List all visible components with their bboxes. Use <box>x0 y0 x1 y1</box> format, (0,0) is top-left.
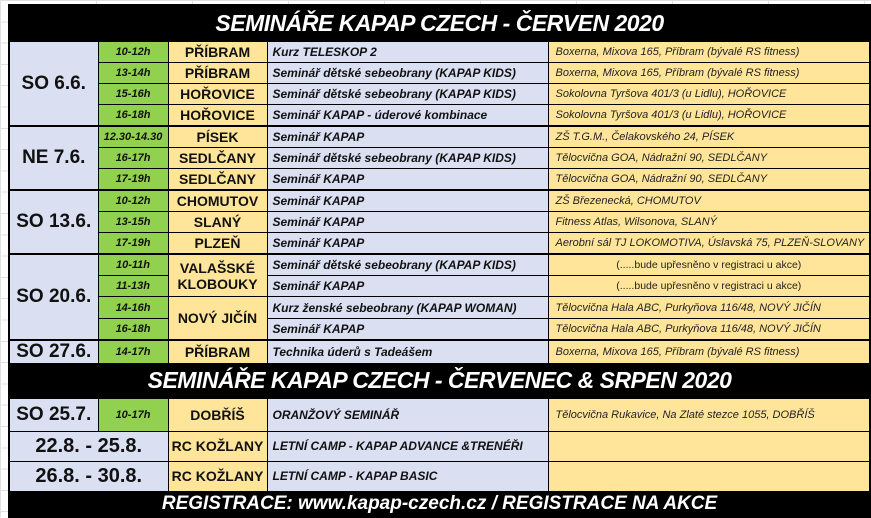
event-cell: Seminář KAPAP <box>267 318 548 339</box>
venue-cell: Aerobní sál TJ LOKOMOTIVA, Úslavská 75, PLZEŇ-SLOVANY <box>548 233 870 254</box>
city-cell: CHOMUTOV <box>168 190 267 211</box>
date-cell: NE 7.6. <box>9 126 98 190</box>
event-cell: Seminář dětské sebeobrany (KAPAP KIDS) <box>267 148 548 169</box>
event-cell: Seminář KAPAP - úderové kombinace <box>267 105 548 126</box>
event-cell: Kurz TELESKOP 2 <box>267 41 548 62</box>
event-cell: LETNÍ CAMP - KAPAP ADVANCE &TRENÉŘI <box>267 431 548 461</box>
date-cell: SO 25.7. <box>9 398 98 431</box>
date-cell: SO 6.6. <box>9 41 98 126</box>
city-cell: RC KOŽLANY <box>168 461 267 491</box>
venue-cell <box>548 431 870 461</box>
table-row <box>9 190 870 211</box>
registration-footer: REGISTRACE: www.kapap-czech.cz / REGISTRACE NA AKCE <box>9 491 870 517</box>
date-cell: 22.8. - 25.8. <box>9 431 168 461</box>
table-row <box>9 318 870 339</box>
table-row <box>9 148 870 169</box>
table-row <box>9 84 870 105</box>
event-cell: LETNÍ CAMP - KAPAP BASIC <box>267 461 548 491</box>
event-cell: Kurz ženské sebeobrany (KAPAP WOMAN) <box>267 297 548 318</box>
venue-cell: Sokolovna Tyršova 401/3 (u Lidlu), HOŘOVICE <box>548 105 870 126</box>
venue-cell: Tělocvična GOA, Nádražní 90, SEDLČANY <box>548 148 870 169</box>
city-cell: SLANÝ <box>168 212 267 233</box>
city-cell: HOŘOVICE <box>168 84 267 105</box>
time-cell: 16-18h <box>98 318 168 339</box>
table-row <box>9 105 870 126</box>
venue-cell: (.....bude upřesněno v registraci u akce) <box>548 276 870 297</box>
time-cell: 16-17h <box>98 148 168 169</box>
city-cell: NOVÝ JIČÍN <box>168 297 267 340</box>
header-row-summer <box>9 363 870 398</box>
summer-title: SEMINÁŘE KAPAP CZECH - ČERVENEC & SRPEN 2020 <box>9 363 870 398</box>
table-row <box>9 62 870 83</box>
venue-cell: ZŠ Březenecká, CHOMUTOV <box>548 190 870 211</box>
table-row <box>9 340 870 364</box>
time-cell: 15-16h <box>98 84 168 105</box>
table-row <box>9 169 870 190</box>
time-cell: 10-11h <box>98 254 168 275</box>
date-cell: SO 20.6. <box>9 254 98 339</box>
time-cell: 10-17h <box>98 398 168 431</box>
table-row <box>9 254 870 275</box>
venue-cell: Sokolovna Tyršova 401/3 (u Lidlu), HOŘOVICE <box>548 84 870 105</box>
city-cell: PŘÍBRAM <box>168 62 267 83</box>
event-cell: Seminář dětské sebeobrany (KAPAP KIDS) <box>267 254 548 275</box>
event-cell: Technika úderů s Tadeášem <box>267 340 548 364</box>
date-cell: 26.8. - 30.8. <box>9 461 168 491</box>
event-cell: Seminář dětské sebeobrany (KAPAP KIDS) <box>267 84 548 105</box>
venue-cell: Boxerna, Mixova 165, Příbram (bývalé RS fitness) <box>548 62 870 83</box>
event-cell: Seminář KAPAP <box>267 126 548 147</box>
venue-cell: Fitness Atlas, Wilsonova, SLANÝ <box>548 212 870 233</box>
header-row-june <box>9 5 870 41</box>
venue-cell: Boxerna, Mixova 165, Příbram (bývalé RS fitness) <box>548 340 870 364</box>
venue-cell: Tělocvična Hala ABC, Purkyňova 116/48, NOVÝ JIČÍN <box>548 318 870 339</box>
time-cell: 13-15h <box>98 212 168 233</box>
time-cell: 17-19h <box>98 233 168 254</box>
city-cell: VALAŠSKÉ KLOBOUKY <box>168 254 267 297</box>
time-cell: 12.30-14.30 <box>98 126 168 147</box>
venue-cell: Boxerna, Mixova 165, Příbram (bývalé RS fitness) <box>548 41 870 62</box>
event-cell: Seminář KAPAP <box>267 212 548 233</box>
spreadsheet-area <box>8 4 871 518</box>
city-cell: PÍSEK <box>168 126 267 147</box>
june-title: SEMINÁŘE KAPAP CZECH - ČERVEN 2020 <box>9 5 870 41</box>
venue-cell: Tělocvična Hala ABC, Purkyňova 116/48, NOVÝ JIČÍN <box>548 297 870 318</box>
schedule-table <box>8 4 871 518</box>
time-cell: 11-13h <box>98 276 168 297</box>
event-cell: Seminář KAPAP <box>267 190 548 211</box>
table-row <box>9 126 870 147</box>
city-cell: DOBŘÍŠ <box>168 398 267 431</box>
city-cell: PLZEŇ <box>168 233 267 254</box>
time-cell: 17-19h <box>98 169 168 190</box>
venue-cell <box>548 461 870 491</box>
event-cell: Seminář KAPAP <box>267 233 548 254</box>
table-row <box>9 233 870 254</box>
venue-cell: ZŠ T.G.M., Čelakovského 24, PÍSEK <box>548 126 870 147</box>
date-cell: SO 27.6. <box>9 340 98 364</box>
time-cell: 13-14h <box>98 62 168 83</box>
venue-cell: Tělocvična Rukavice, Na Zlaté stezce 1055, DOBŘÍŠ <box>548 398 870 431</box>
table-row <box>9 276 870 297</box>
venue-cell: (.....bude upřesněno v registraci u akce) <box>548 254 870 275</box>
table-row <box>9 398 870 431</box>
table-row <box>9 212 870 233</box>
time-cell: 14-16h <box>98 297 168 318</box>
city-cell: HOŘOVICE <box>168 105 267 126</box>
table-row <box>9 431 870 461</box>
time-cell: 14-17h <box>98 340 168 364</box>
date-cell: SO 13.6. <box>9 190 98 254</box>
city-cell: SEDLČANY <box>168 169 267 190</box>
table-row <box>9 297 870 318</box>
event-cell: ORANŽOVÝ SEMINÁŘ <box>267 398 548 431</box>
city-cell: SEDLČANY <box>168 148 267 169</box>
table-row <box>9 41 870 62</box>
city-cell: PŘÍBRAM <box>168 41 267 62</box>
table-row <box>9 461 870 491</box>
time-cell: 16-18h <box>98 105 168 126</box>
time-cell: 10-12h <box>98 41 168 62</box>
venue-cell: Tělocvična GOA, Nádražní 90, SEDLČANY <box>548 169 870 190</box>
event-cell: Seminář KAPAP <box>267 169 548 190</box>
city-cell: RC KOŽLANY <box>168 431 267 461</box>
event-cell: Seminář dětské sebeobrany (KAPAP KIDS) <box>267 62 548 83</box>
time-cell: 10-12h <box>98 190 168 211</box>
city-cell: PŘÍBRAM <box>168 340 267 364</box>
event-cell: Seminář KAPAP <box>267 276 548 297</box>
footer-row <box>9 491 870 517</box>
